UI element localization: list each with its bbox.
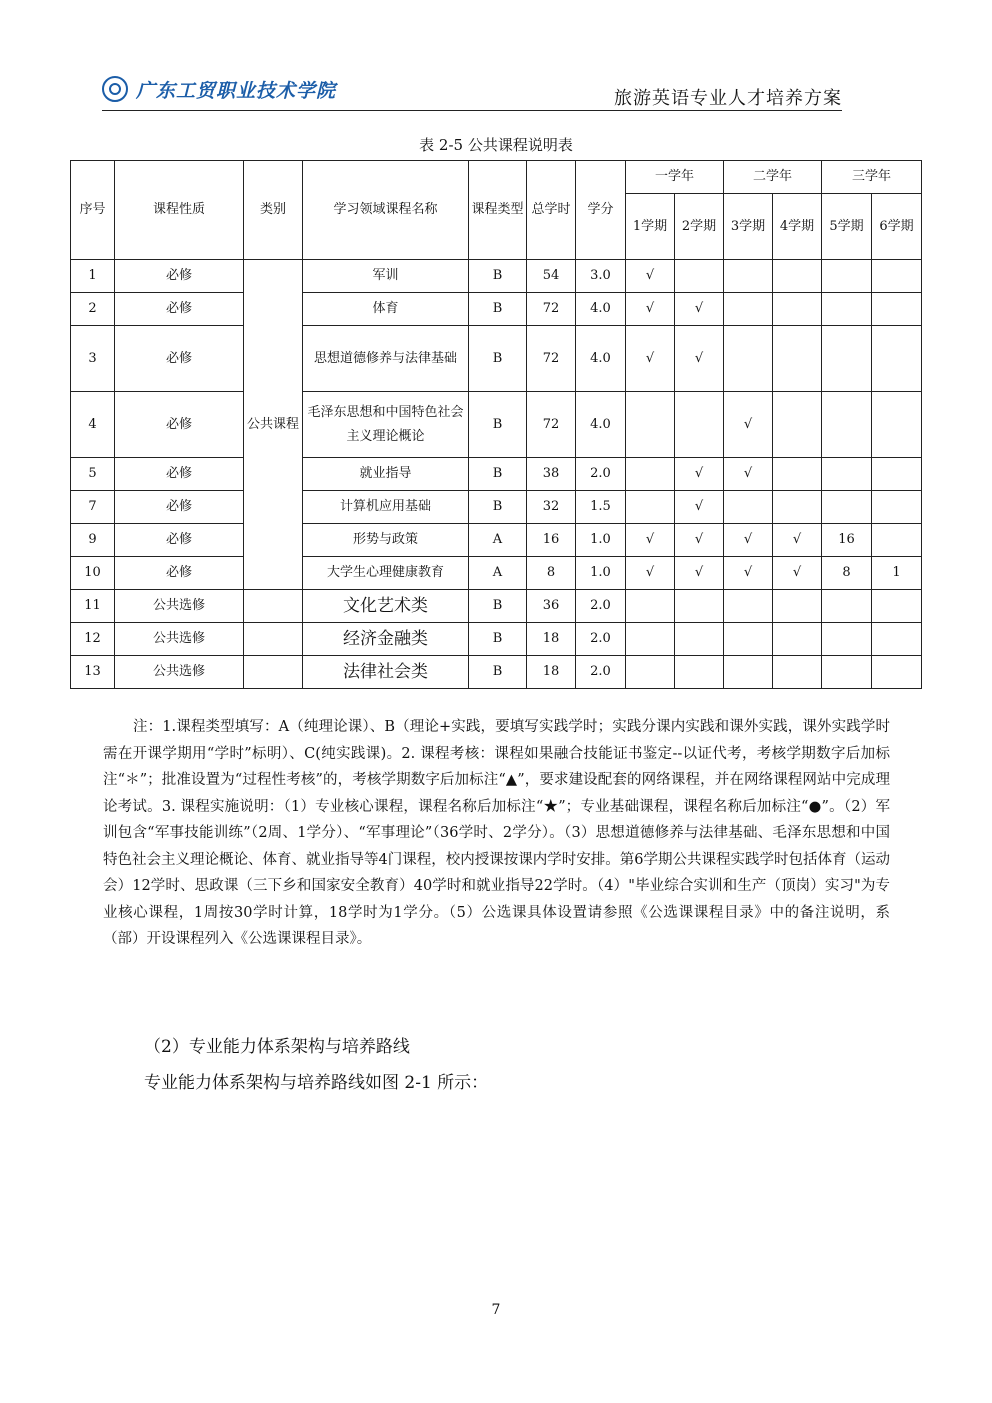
category-cell-empty — [244, 656, 303, 689]
header-nature: 课程性质 — [115, 161, 244, 260]
row-term-4 — [773, 491, 822, 524]
row-term-5 — [822, 326, 872, 392]
table-row — [71, 392, 922, 458]
row-term-1: √ — [626, 260, 675, 293]
row-course-name: 法律社会类 — [303, 656, 469, 689]
row-term-2 — [675, 590, 724, 623]
row-course-name: 军训 — [303, 260, 469, 293]
row-total-hours: 16 — [527, 524, 576, 557]
header-row — [71, 161, 922, 194]
header-total-hours: 总学时 — [527, 161, 576, 260]
school-seal-icon — [102, 76, 128, 102]
row-total-hours: 38 — [527, 458, 576, 491]
row-nature: 必修 — [115, 260, 244, 293]
table-row — [71, 623, 922, 656]
row-seq: 1 — [71, 260, 115, 293]
row-term-1: √ — [626, 557, 675, 590]
school-logo — [102, 74, 336, 104]
category-cell: 公共课程 — [244, 260, 303, 590]
row-course-name: 经济金融类 — [303, 623, 469, 656]
row-term-2 — [675, 656, 724, 689]
row-nature: 必修 — [115, 326, 244, 392]
row-term-1: √ — [626, 326, 675, 392]
category-cell-empty — [244, 590, 303, 623]
row-total-hours: 54 — [527, 260, 576, 293]
row-term-2 — [675, 260, 724, 293]
row-course-name: 计算机应用基础 — [303, 491, 469, 524]
row-total-hours: 18 — [527, 623, 576, 656]
row-term-3: √ — [724, 392, 773, 458]
row-term-2: √ — [675, 524, 724, 557]
row-term-4 — [773, 392, 822, 458]
header-year-3: 三学年 — [822, 161, 922, 194]
row-term-1 — [626, 623, 675, 656]
page-number: 7 — [491, 1302, 501, 1318]
row-course-type: B — [469, 326, 527, 392]
table-row — [71, 491, 922, 524]
header-course-name: 学习领域课程名称 — [303, 161, 469, 260]
row-total-hours: 18 — [527, 656, 576, 689]
row-total-hours: 72 — [527, 392, 576, 458]
section-text: 专业能力体系架构与培养路线如图 2-1 所示： — [144, 1073, 489, 1093]
row-term-3: √ — [724, 557, 773, 590]
row-term-3 — [724, 623, 773, 656]
row-term-3 — [724, 260, 773, 293]
row-term-6 — [872, 326, 922, 392]
row-term-5 — [822, 491, 872, 524]
header-credits: 学分 — [576, 161, 626, 260]
row-term-5 — [822, 590, 872, 623]
table-row — [71, 656, 922, 689]
row-total-hours: 72 — [527, 293, 576, 326]
row-seq: 7 — [71, 491, 115, 524]
row-term-2: √ — [675, 293, 724, 326]
row-term-4: √ — [773, 557, 822, 590]
row-credits: 4.0 — [576, 392, 626, 458]
school-name: 广东工贸职业技术学院 — [136, 79, 337, 102]
row-term-4 — [773, 326, 822, 392]
row-course-name: 体育 — [303, 293, 469, 326]
header-term-6: 6学期 — [872, 194, 922, 260]
row-term-2: √ — [675, 491, 724, 524]
table-row — [71, 524, 922, 557]
page-header — [102, 74, 842, 111]
header-term-5: 5学期 — [822, 194, 872, 260]
header-course-type: 课程类型 — [469, 161, 527, 260]
row-credits: 2.0 — [576, 458, 626, 491]
row-seq: 3 — [71, 326, 115, 392]
document-title: 旅游英语专业人才培养方案 — [614, 88, 842, 109]
category-cell-empty — [244, 623, 303, 656]
header-term-4: 4学期 — [773, 194, 822, 260]
row-seq: 2 — [71, 293, 115, 326]
header-seq: 序号 — [71, 161, 115, 260]
row-seq: 5 — [71, 458, 115, 491]
row-seq: 10 — [71, 557, 115, 590]
header-term-2: 2学期 — [675, 194, 724, 260]
row-term-6 — [872, 392, 922, 458]
row-term-2 — [675, 623, 724, 656]
row-course-type: B — [469, 392, 527, 458]
row-total-hours: 36 — [527, 590, 576, 623]
row-seq: 12 — [71, 623, 115, 656]
row-term-6 — [872, 260, 922, 293]
row-nature: 公共选修 — [115, 590, 244, 623]
row-term-5 — [822, 458, 872, 491]
row-nature: 必修 — [115, 458, 244, 491]
row-nature: 必修 — [115, 524, 244, 557]
row-term-6 — [872, 590, 922, 623]
table-row — [71, 326, 922, 392]
row-term-6 — [872, 656, 922, 689]
row-term-2 — [675, 392, 724, 458]
row-course-name: 大学生心理健康教育 — [303, 557, 469, 590]
header-term-3: 3学期 — [724, 194, 773, 260]
table-row — [71, 260, 922, 293]
row-total-hours: 72 — [527, 326, 576, 392]
row-nature: 公共选修 — [115, 623, 244, 656]
row-nature: 公共选修 — [115, 656, 244, 689]
row-term-1 — [626, 656, 675, 689]
row-term-5: 8 — [822, 557, 872, 590]
row-term-1 — [626, 491, 675, 524]
row-credits: 3.0 — [576, 260, 626, 293]
row-term-6 — [872, 524, 922, 557]
table-row — [71, 557, 922, 590]
row-course-name: 就业指导 — [303, 458, 469, 491]
section-heading: （2）专业能力体系架构与培养路线 — [144, 1037, 410, 1057]
row-term-3 — [724, 590, 773, 623]
row-term-6: 1 — [872, 557, 922, 590]
header-term-1: 1学期 — [626, 194, 675, 260]
row-seq: 11 — [71, 590, 115, 623]
row-course-type: B — [469, 491, 527, 524]
row-term-4 — [773, 458, 822, 491]
row-seq: 4 — [71, 392, 115, 458]
row-course-type: B — [469, 590, 527, 623]
row-term-4 — [773, 590, 822, 623]
row-credits: 2.0 — [576, 656, 626, 689]
row-term-6 — [872, 458, 922, 491]
row-course-type: A — [469, 557, 527, 590]
row-term-1 — [626, 458, 675, 491]
course-table — [70, 160, 922, 689]
row-term-1 — [626, 392, 675, 458]
row-term-5 — [822, 623, 872, 656]
table-row — [71, 293, 922, 326]
row-term-5: 16 — [822, 524, 872, 557]
row-term-5 — [822, 260, 872, 293]
row-term-2: √ — [675, 557, 724, 590]
row-term-2: √ — [675, 458, 724, 491]
row-nature: 必修 — [115, 293, 244, 326]
row-course-name: 形势与政策 — [303, 524, 469, 557]
row-term-3 — [724, 491, 773, 524]
row-course-type: B — [469, 458, 527, 491]
row-term-1: √ — [626, 524, 675, 557]
row-credits: 2.0 — [576, 623, 626, 656]
row-credits: 2.0 — [576, 590, 626, 623]
row-term-6 — [872, 293, 922, 326]
header-year-1: 一学年 — [626, 161, 724, 194]
table-notes: 注：1.课程类型填写：A（纯理论课）、B（理论+实践，要填写实践学时；实践分课内实践和课外实践，课外实践学时需在开课学期用“学时”标明）、C(纯实践课)。2. 课程考核：课程如果融合技能证书鉴定--以证代考，考核学期数字后加标注“＊”；批准设置为“过程性考核”的，考核学期数字后加标注“▲”，要求建设配套的网络课程，并在网络课程网站中完成理论考试。3. 课程实施说明：（1）专业核心课程，课程名称后加标注“★”；专业基础课程，课程名称后加标注“●”。（2）军训包含“军事技能训练”（2周、1学分）、“军事理论”（36学时、2学分）。（3）思想道德修养与法律基础、毛泽东思想和中国特色社会主义理论概论、体育、就业指导等4门课程，校内授课按课内学时安排。第6学期公共课程实践学时包括体育（运动会）12学时、思政课（三下乡和国家安全教育）40学时和就业指导22学时。（4）"毕业综合实训和生产（顶岗）实习"为专业核心课程，1周按30学时计算，18学时为1学分。（5）公选课具体设置请参照《公选课课程目录》中的备注说明，系（部）开设课程列入《公选课课程目录》。 — [103, 719, 890, 947]
row-credits: 4.0 — [576, 293, 626, 326]
row-term-6 — [872, 491, 922, 524]
row-term-5 — [822, 293, 872, 326]
row-term-4 — [773, 260, 822, 293]
row-term-6 — [872, 623, 922, 656]
row-seq: 9 — [71, 524, 115, 557]
row-nature: 必修 — [115, 491, 244, 524]
row-term-4 — [773, 293, 822, 326]
row-course-type: B — [469, 623, 527, 656]
row-term-4 — [773, 656, 822, 689]
table-row — [71, 590, 922, 623]
row-term-5 — [822, 656, 872, 689]
header-year-2: 二学年 — [724, 161, 822, 194]
row-term-1 — [626, 590, 675, 623]
row-course-type: B — [469, 260, 527, 293]
row-total-hours: 8 — [527, 557, 576, 590]
row-credits: 1.5 — [576, 491, 626, 524]
row-nature: 必修 — [115, 392, 244, 458]
row-term-4 — [773, 623, 822, 656]
row-term-5 — [822, 392, 872, 458]
row-term-4: √ — [773, 524, 822, 557]
row-term-3: √ — [724, 458, 773, 491]
row-seq: 13 — [71, 656, 115, 689]
row-term-3: √ — [724, 524, 773, 557]
row-course-name: 文化艺术类 — [303, 590, 469, 623]
row-nature: 必修 — [115, 557, 244, 590]
row-course-type: A — [469, 524, 527, 557]
row-credits: 4.0 — [576, 326, 626, 392]
row-course-name: 思想道德修养与法律基础 — [303, 326, 469, 392]
row-credits: 1.0 — [576, 524, 626, 557]
table-row — [71, 458, 922, 491]
row-total-hours: 32 — [527, 491, 576, 524]
row-term-2: √ — [675, 326, 724, 392]
table-caption: 表 2-5 公共课程说明表 — [419, 136, 573, 154]
row-credits: 1.0 — [576, 557, 626, 590]
row-term-3 — [724, 293, 773, 326]
row-term-1: √ — [626, 293, 675, 326]
row-course-type: B — [469, 293, 527, 326]
row-term-3 — [724, 326, 773, 392]
row-course-name: 毛泽东思想和中国特色社会主义理论概论 — [303, 392, 469, 458]
row-term-3 — [724, 656, 773, 689]
row-course-type: B — [469, 656, 527, 689]
header-category: 类别 — [244, 161, 303, 260]
